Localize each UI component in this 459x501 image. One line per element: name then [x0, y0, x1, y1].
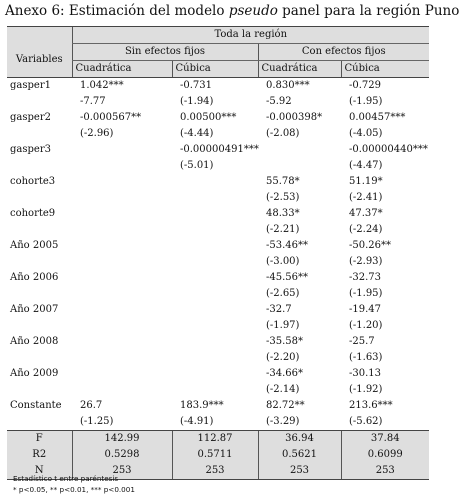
header-empty: [7, 27, 72, 44]
coef-cell: [72, 270, 172, 286]
coef-cell: -50.26**: [349, 240, 392, 251]
tstat-cell: (-2.41): [349, 192, 383, 203]
stat-label: R2: [7, 447, 72, 463]
coef-cell: 82.72**: [266, 400, 305, 411]
footnote-significance: * p<0.05, ** p<0.01, *** p<0.001: [13, 485, 135, 494]
se-row: [7, 414, 429, 431]
row-label: Año 2007: [10, 304, 59, 315]
header-cuadratica-1: Cuadrática: [72, 61, 172, 78]
results-table: [7, 26, 429, 480]
tstat-cell: (-2.20): [266, 352, 300, 363]
page-title: [5, 3, 459, 19]
coef-cell: -25.7: [349, 336, 375, 347]
tstat-cell: (-2.24): [349, 224, 383, 235]
stat-label: F: [7, 431, 72, 448]
se-row-empty: [7, 126, 72, 142]
tstat-cell: (-4.47): [349, 160, 383, 171]
coef-cell: -0.729: [349, 80, 382, 91]
se-row: [7, 190, 429, 206]
stat-value: 142.99: [72, 431, 172, 448]
coef-row: [7, 142, 429, 158]
tstat-cell: (-2.93): [349, 256, 383, 267]
row-label: cohorte9: [10, 208, 56, 219]
se-row-empty: [7, 350, 72, 366]
tstat-cell: (-1.95): [349, 96, 383, 107]
coef-cell: [172, 302, 258, 318]
se-row: [7, 158, 429, 174]
tstat-cell: (-1.20): [349, 320, 383, 331]
tstat-cell: (-2.53): [266, 192, 300, 203]
coef-cell: 183.9***: [180, 400, 224, 411]
title-suffix: panel para la región Puno: [277, 3, 459, 19]
tstat-cell: [172, 190, 258, 206]
coef-cell: -19.47: [349, 304, 382, 315]
tstat-cell: [72, 222, 172, 238]
tstat-cell: [172, 286, 258, 302]
coef-row: [7, 334, 429, 350]
coef-cell: -0.000398*: [266, 112, 323, 123]
header-group: Toda la región: [72, 27, 429, 44]
tstat-cell: (-4.44): [180, 128, 214, 139]
se-row-empty: [7, 222, 72, 238]
coef-cell: -45.56**: [266, 272, 309, 283]
coef-row: [7, 398, 429, 414]
stat-value: 36.94: [258, 431, 341, 448]
tstat-cell: [72, 158, 172, 174]
coef-row: [7, 206, 429, 222]
stat-value: 253: [258, 463, 341, 480]
stat-value: 253: [72, 463, 172, 480]
coef-row: [7, 238, 429, 254]
row-label: Año 2009: [10, 368, 59, 379]
tstat-cell: (-4.91): [180, 416, 214, 427]
header-cubica-1: Cúbica: [172, 61, 258, 78]
row-label: gasper1: [10, 80, 51, 91]
coef-cell: [72, 238, 172, 254]
coef-cell: [72, 302, 172, 318]
tstat-cell: [258, 158, 341, 174]
tstat-cell: (-3.00): [266, 256, 300, 267]
coef-cell: 0.00500***: [180, 112, 237, 123]
tstat-cell: (-1.63): [349, 352, 383, 363]
header-cuadratica-2: Cuadrática: [258, 61, 341, 78]
coef-cell: [172, 238, 258, 254]
tstat-cell: (-1.95): [349, 288, 383, 299]
stat-value: 0.5298: [72, 447, 172, 463]
coef-cell: -0.00000440***: [349, 144, 428, 155]
se-row-empty: [7, 286, 72, 302]
se-row-empty: [7, 318, 72, 334]
se-row-empty: [7, 382, 72, 398]
se-row-empty: [7, 254, 72, 270]
tstat-cell: (-1.97): [266, 320, 300, 331]
coef-cell: 48.33*: [266, 208, 300, 219]
se-row: [7, 222, 429, 238]
tstat-cell: [72, 350, 172, 366]
se-row: [7, 318, 429, 334]
tstat-cell: (-1.94): [180, 96, 214, 107]
coef-cell: 1.042***: [80, 80, 124, 91]
tstat-cell: (-2.65): [266, 288, 300, 299]
tstat-cell: [172, 222, 258, 238]
tstat-cell: (-5.62): [349, 416, 383, 427]
coef-cell: 55.78*: [266, 176, 300, 187]
tstat-cell: [72, 318, 172, 334]
stat-value: 112.87: [172, 431, 258, 448]
row-label: Año 2008: [10, 336, 59, 347]
coef-row: [7, 302, 429, 318]
tstat-cell: [172, 318, 258, 334]
coef-cell: -0.000567**: [80, 112, 142, 123]
coef-cell: -0.731: [180, 80, 213, 91]
tstat-cell: -5.92: [266, 96, 292, 107]
tstat-cell: (-2.96): [80, 128, 114, 139]
tstat-cell: [172, 254, 258, 270]
stat-value: 253: [172, 463, 258, 480]
tstat-cell: [72, 254, 172, 270]
coef-cell: -0.00000491***: [180, 144, 259, 155]
tstat-cell: [72, 382, 172, 398]
coef-row: [7, 110, 429, 126]
se-row-empty: [7, 94, 72, 110]
header-con-efectos: Con efectos fijos: [258, 44, 429, 61]
row-label: gasper2: [10, 112, 51, 123]
stat-value: 0.5621: [258, 447, 341, 463]
coef-cell: -35.58*: [266, 336, 304, 347]
coef-row: [7, 366, 429, 382]
tstat-cell: (-1.92): [349, 384, 383, 395]
se-row-empty: [7, 414, 72, 431]
coef-cell: [258, 142, 341, 158]
stat-row: [7, 431, 429, 448]
se-row-empty: [7, 158, 72, 174]
coef-cell: -53.46**: [266, 240, 309, 251]
stat-label: N: [7, 463, 72, 480]
statistics-rows: [7, 431, 429, 480]
coef-cell: [172, 206, 258, 222]
tstat-cell: [72, 286, 172, 302]
tstat-cell: (-2.21): [266, 224, 300, 235]
se-row: [7, 350, 429, 366]
coef-cell: [172, 366, 258, 382]
se-row: [7, 286, 429, 302]
coef-cell: [72, 142, 172, 158]
coef-row: [7, 174, 429, 190]
tstat-cell: (-4.05): [349, 128, 383, 139]
tstat-cell: (-1.25): [80, 416, 114, 427]
row-label: Constante: [10, 400, 62, 411]
coef-row: [7, 270, 429, 286]
tstat-cell: (-5.01): [180, 160, 214, 171]
coef-cell: -32.7: [266, 304, 292, 315]
header-variables: Variables: [7, 44, 72, 78]
se-row: [7, 382, 429, 398]
coef-cell: 0.830***: [266, 80, 310, 91]
coef-cell: [72, 174, 172, 190]
coef-cell: [72, 206, 172, 222]
stat-value: 253: [341, 463, 429, 480]
tstat-cell: (-3.29): [266, 416, 300, 427]
tstat-cell: [72, 190, 172, 206]
stat-row: [7, 447, 429, 463]
coef-cell: 0.00457***: [349, 112, 406, 123]
row-label: gasper3: [10, 144, 51, 155]
coef-row: [7, 78, 429, 95]
footnote-tstat: Estadístico t entre paréntesis: [13, 474, 119, 483]
tstat-cell: (-2.08): [266, 128, 300, 139]
coef-cell: [172, 334, 258, 350]
se-row: [7, 94, 429, 110]
coef-cell: -32.73: [349, 272, 382, 283]
coef-cell: 26.7: [80, 400, 103, 411]
tstat-cell: -7.77: [80, 96, 106, 107]
coef-cell: 47.37*: [349, 208, 383, 219]
tstat-cell: (-2.14): [266, 384, 300, 395]
tstat-cell: [172, 350, 258, 366]
stat-value: 37.84: [341, 431, 429, 448]
coef-cell: -30.13: [349, 368, 382, 379]
coef-cell: 213.6***: [349, 400, 393, 411]
coef-cell: -34.66*: [266, 368, 304, 379]
coef-cell: [72, 334, 172, 350]
coef-cell: [172, 174, 258, 190]
se-row-empty: [7, 190, 72, 206]
coef-cell: [72, 366, 172, 382]
stat-value: 0.5711: [172, 447, 258, 463]
coef-cell: [172, 270, 258, 286]
row-label: Año 2005: [10, 240, 59, 251]
row-label: cohorte3: [10, 176, 56, 187]
tstat-cell: [172, 382, 258, 398]
header-sin-efectos: Sin efectos fijos: [72, 44, 258, 61]
coefficient-rows: [7, 78, 429, 431]
se-row: [7, 126, 429, 142]
row-label: Año 2006: [10, 272, 59, 283]
header-cubica-2: Cúbica: [341, 61, 429, 78]
stat-value: 0.6099: [341, 447, 429, 463]
title-prefix: Anexo 6: Estimación del modelo: [5, 3, 229, 19]
se-row: [7, 254, 429, 270]
title-italic: pseudo: [228, 3, 278, 19]
coef-cell: 51.19*: [349, 176, 383, 187]
